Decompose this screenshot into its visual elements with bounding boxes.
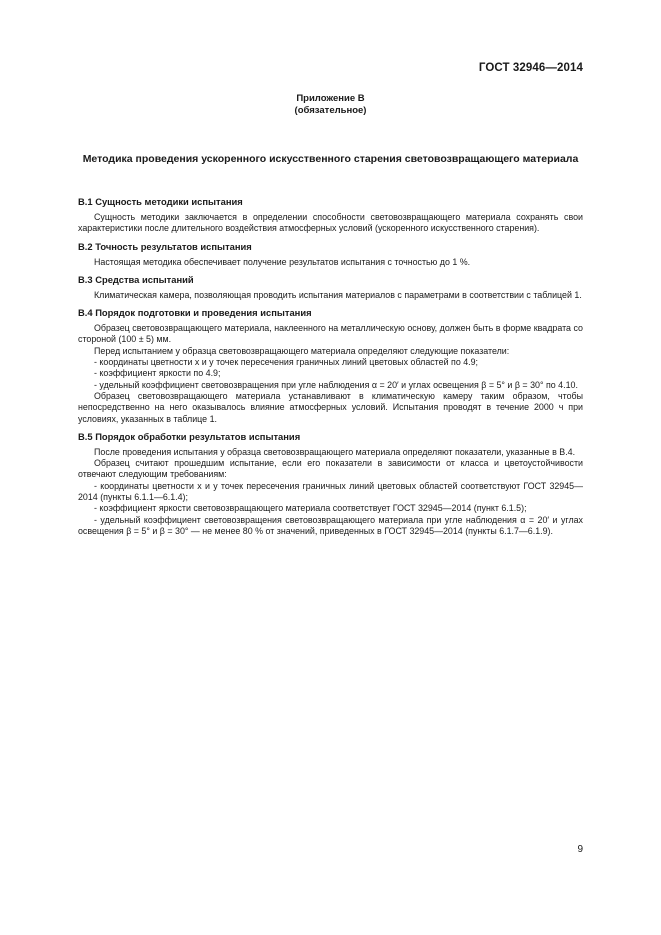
section-b2 xyxy=(78,241,583,268)
paragraph: Образец световозвращающего материала, наклеенного на металлическую основу, должен быть в форме квадрата со стороной (100 ± 5) мм. xyxy=(78,323,583,345)
document-title: Методика проведения ускоренного искусственного старения световозвращающего материала xyxy=(82,153,579,165)
section-b4 xyxy=(78,307,583,425)
standard-code: ГОСТ 32946—2014 xyxy=(478,62,583,74)
paragraph: Климатическая камера, позволяющая проводить испытания материалов с параметрами в соответствии с таблицей 1. xyxy=(94,289,582,300)
paragraph: Настоящая методика обеспечивает получение результатов испытания с точностью до 1 %. xyxy=(94,256,471,267)
section-b3 xyxy=(78,274,583,301)
section-b1 xyxy=(78,196,583,235)
document-body xyxy=(78,196,583,537)
paragraph: Перед испытанием у образца световозвращающего материала определяют следующие показатели: xyxy=(94,345,510,356)
paragraph: Сущность методики заключается в определении способности световозвращающего материала сохранять свои характеристики после длительного воздействия атмосферных условий (ускоренного искусственного старения). xyxy=(78,212,583,234)
list-item: - коэффициент яркости световозвращающего материала соответствует ГОСТ 32945—2014 (пункт 6.1.5); xyxy=(94,503,527,514)
list-item: - координаты цветности x и y точек пересечения граничных линий цветовых областей по 4.9; xyxy=(94,357,479,368)
list-item: - удельный коэффициент световозвращения световозвращающего материала при угле наблюдения α = 20′ и углах освещения β = 5° и β = 30° — не менее 80 % от значений, приведенных в ГОСТ 32945—2014 (пункты 6.1.7—6.1.9). xyxy=(78,514,583,536)
page-number: 9 xyxy=(577,844,583,855)
paragraph: Образец считают прошедшим испытание, если его показатели в зависимости от класса и цветоустойчивости отвечают следующим требованиям: xyxy=(78,458,583,480)
section-heading: В.2 Точность результатов испытания xyxy=(78,240,252,252)
list-item: - коэффициент яркости по 4.9; xyxy=(94,368,221,379)
appendix-status: (обязательное) xyxy=(294,105,367,116)
section-heading: В.4 Порядок подготовки и проведения испытания xyxy=(78,307,312,319)
section-b5 xyxy=(78,431,583,537)
list-item: - удельный коэффициент световозвращения при угле наблюдения α = 20′ и углах освещения β = 5° и β = 30° по 4.10. xyxy=(94,379,578,390)
appendix-title: Приложение В xyxy=(296,93,365,104)
section-heading: В.5 Порядок обработки результатов испытания xyxy=(78,430,301,442)
section-heading: В.3 Средства испытаний xyxy=(78,273,194,285)
appendix-heading xyxy=(0,93,661,117)
section-heading: В.1 Сущность методики испытания xyxy=(78,196,243,207)
list-item: - координаты цветности x и y точек пересечения граничных линий цветовых областей соответствуют ГОСТ 32945—2014 (пункты 6.1.1—6.1.4); xyxy=(78,480,583,503)
paragraph: После проведения испытания у образца световозвращающего материала определяют показатели, указанные в В.4. xyxy=(94,446,576,457)
paragraph: Образец световозвращающего материала устанавливают в климатическую камеру таким образом, чтобы непосредственно на него оказывалось влияние атмосферных условий. Испытания проводят в течение 2000 ч при условиях, указанных в таблице 1. xyxy=(78,390,583,424)
